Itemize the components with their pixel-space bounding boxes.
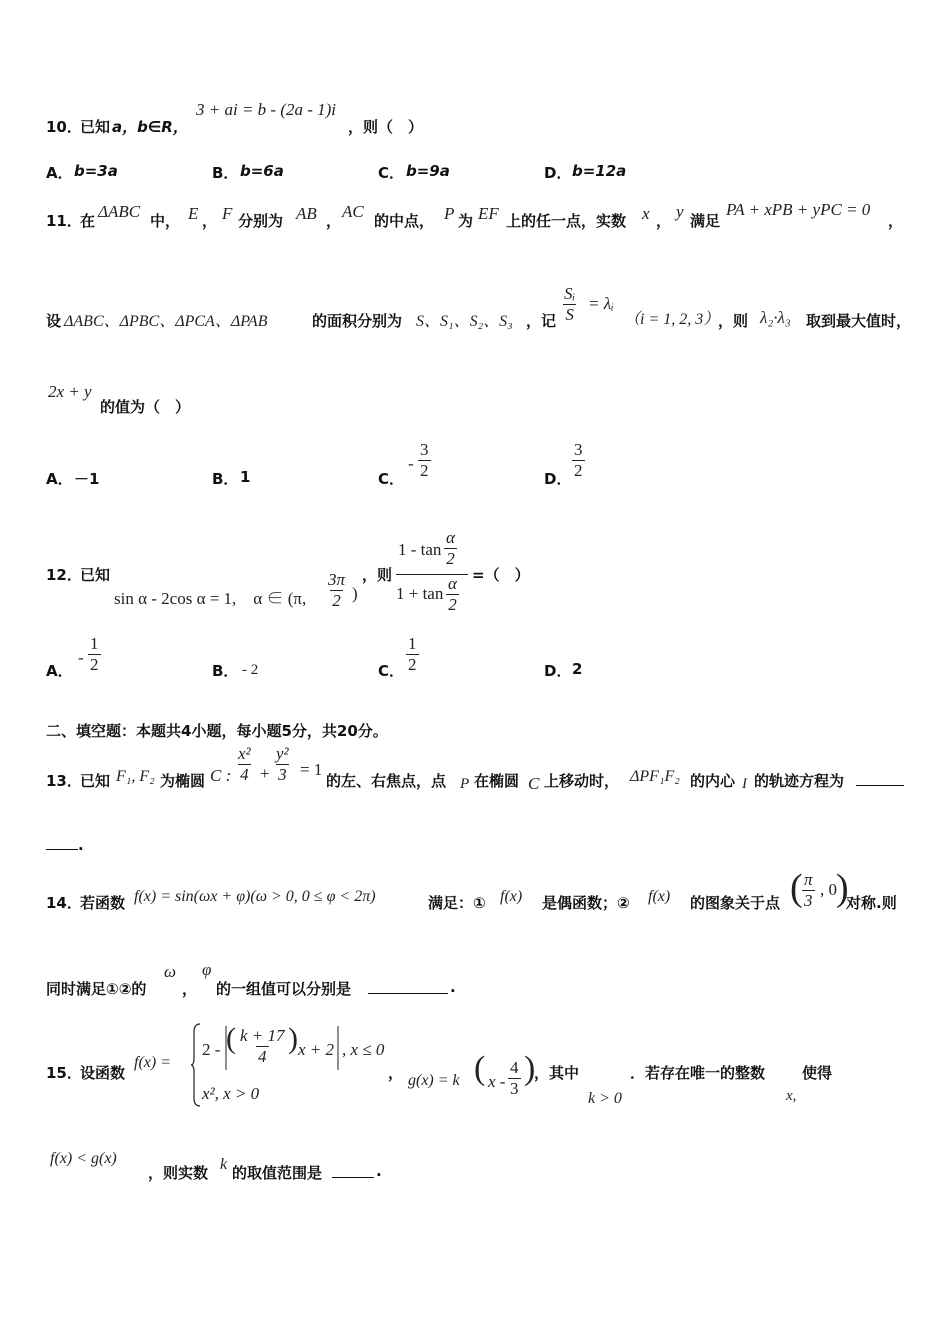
q11-option-c-sign: - [408,454,414,473]
q12-alpha-half-top [444,528,457,568]
q11-number: 11． [46,212,82,230]
q15-inequality: f(x) < g(x) [50,1150,117,1167]
q13-foci: F₁, F₂ [116,768,155,785]
q11-text: 满足 [690,212,721,230]
q13-triangle: ΔPF₁F₂ [630,768,680,785]
q11-option-b: 1 [240,468,251,486]
q13-text: 的轨迹方程为 [754,772,845,790]
q11-option-d-num: 3 [574,440,583,459]
q12-number: 12． [46,566,82,584]
q13-y-fraction [274,744,291,784]
q12-option-c-label: C． [378,662,405,680]
q11-math: ΔABC [98,202,141,221]
q11-text: ， [656,212,672,230]
q12-condition-fraction [326,570,347,610]
q15-x: x, [786,1088,797,1104]
q10-option-d: b=12a [572,162,627,180]
q14-pi: π [804,870,813,889]
q15-k-fraction [238,1026,287,1066]
q10-option-a: b=3a [74,162,118,180]
q15-text: 的取值范围是 [232,1164,323,1182]
q15-fx: f(x) = [134,1054,171,1071]
q13-ellipse-name: C : [210,766,232,785]
q10-equation: 3 + ai = b - (2a - 1)i [196,100,337,119]
q11-areas: S、S₁、S₂、S₃ [416,313,513,330]
q12-condition-den: 2 [332,590,341,610]
q13-end: . [78,836,84,854]
q15-text: 使得 [802,1064,833,1082]
q10-option-a-label: A． [46,164,73,182]
q12-condition: sin α - 2cos α = 1, α ∈ (π, [114,589,307,608]
q11-option-b-label: B． [212,470,239,488]
q12-suffix: =（ ） [472,566,530,584]
q15-g-num: 4 [510,1058,519,1077]
q11-expression: 2x + y [48,382,92,401]
q12-option-a-fraction [88,634,101,674]
q11-text: ，则 [718,312,749,330]
q11-text: ，记 [526,312,557,330]
q11-index-range: （i = 1, 2, 3） [624,311,720,328]
q11-text: 为 [458,212,474,230]
q10-suffix: ，则（ ） [348,118,424,136]
q14-text: 同时满足①②的 [46,980,147,998]
q11-math: y [676,202,684,221]
q15-number: 15． [46,1064,82,1082]
q12-option-a-sign: - [78,648,84,667]
q12-condition-end: ) [352,584,358,603]
q14-answer-blank[interactable] [368,992,448,994]
q15-text: ．若存在唯一的整数 [630,1064,766,1082]
q11-text: 取到最大值时， [806,312,912,330]
q13-ellipse-c: C [528,774,540,793]
q10-option-b: b=6a [240,162,284,180]
q15-g-den: 3 [510,1078,519,1098]
q13-den-4: 4 [240,764,249,784]
q13-y2: y² [276,744,289,763]
q14-function: f(x) = sin(ωx + φ)(ω > 0, 0 ≤ φ < 2π) [134,888,376,905]
q12-option-c-fraction [406,634,419,674]
q12-condition-num: 3π [328,570,346,589]
q10-option-c-label: C． [378,164,405,182]
q14-number: 14． [46,894,82,912]
q13-answer-blank-cont[interactable] [46,848,78,850]
q15-piece1-a: 2 - [202,1040,221,1059]
q10-option-c: b=9a [406,162,450,180]
q14-omega: ω [164,962,177,981]
q11-text: ， [888,212,904,230]
q11-option-d-fraction [572,440,585,480]
q13-text: 的内心 [690,772,736,790]
q15-k-den: 4 [258,1046,267,1066]
q13-text: 在椭圆 [474,772,520,790]
q14-phi: φ [202,960,212,979]
q10-option-b-label: B． [212,164,239,182]
q11-text: ， [326,212,342,230]
q13-x-fraction [236,744,253,784]
q11-ratio-den: S [565,304,574,324]
q11-ratio-num: Sᵢ [564,284,576,303]
q13-den-3: 3 [278,764,287,784]
q11-option-d-den: 2 [574,460,583,480]
q11-math: x [642,204,650,223]
q15-answer-blank[interactable] [332,1176,374,1178]
q15-text: 设函数 [80,1064,126,1082]
q14-text: 的图象关于点 [690,894,781,912]
q15-piece2: x², x > 0 [202,1084,260,1103]
q11-option-d-label: D． [544,470,572,488]
q11-text: 分别为 [238,212,284,230]
q11-math: AB [296,204,317,223]
q14-text: 满足：① [428,894,486,912]
q14-text: 的一组值可以分别是 [216,980,352,998]
q11-lambda: = λᵢ [588,294,614,313]
q12-option-c-den: 2 [408,654,417,674]
q12-alpha-num: α [446,528,455,547]
q12-main-fraction [396,528,470,620]
q11-option-a: －1 [74,470,100,488]
q13-plus: + [260,764,270,783]
q14-point-rest: , 0 [820,880,837,899]
q10-prefix: 已知 [80,118,111,136]
q12-option-a-label: A． [46,662,73,680]
q14-f1: f(x) [500,888,523,905]
section-2-heading: 二、填空题：本题共4小题，每小题5分，共20分。 [46,722,388,740]
q13-text: 为椭圆 [160,772,206,790]
q12-option-a-num: 1 [90,634,99,653]
q14-text: ， [182,980,198,998]
q11-text: 在 [80,212,96,230]
q14-left-paren: ( [790,867,803,909]
q13-equals-one: = 1 [300,760,323,779]
q12-numerator: 1 - tan [398,540,442,559]
q11-option-c-label: C． [378,470,405,488]
q12-option-a-den: 2 [90,654,99,674]
q11-text: 设 [46,312,62,330]
q15-text: ，其中 [534,1064,580,1082]
q15-k: k [220,1156,228,1173]
q13-answer-blank[interactable] [856,784,904,786]
q11-option-c-fraction [418,440,431,480]
q15-k-condition: k > 0 [588,1090,622,1107]
q15-inner-right-paren: ) [288,1022,298,1055]
q13-x2: x² [238,744,251,763]
q12-alpha-num: α [448,574,457,593]
q15-abs-right-bar-icon [336,1024,340,1072]
q14-right-paren: ) [836,867,849,909]
q13-text: 已知 [80,772,111,790]
q15-gx: g(x) = k [408,1072,460,1089]
q12-option-d: 2 [572,660,583,678]
q11-product: λ₂·λ₃ [760,308,791,327]
q14-text: 若函数 [80,894,126,912]
q11-text: 的值为（ ） [100,398,191,416]
q14-text: 是偶函数；② [542,894,630,912]
q12-alpha-half-bottom [446,574,459,614]
q12-alpha-den: 2 [446,548,455,568]
q10-option-d-label: D． [544,164,572,182]
q12-denominator: 1 + tan [396,584,444,603]
q14-point-fraction [802,870,815,910]
q15-text: ， [388,1064,404,1082]
q15-brace-icon [190,1022,202,1108]
q11-text: 的面积分别为 [312,312,403,330]
q15-g-left-paren: ( [474,1050,486,1087]
q11-text: 上的任一点，实数 [506,212,627,230]
q11-condition: PA + xPB + yPC = 0 [726,200,871,219]
q11-text: ， [202,212,218,230]
q15-end: . [376,1162,382,1180]
q15-g-fraction [508,1058,521,1098]
q11-math: E [188,204,199,223]
q11-math: AC [342,202,364,221]
q15-piece1-b: x + 2 [298,1040,335,1059]
q11-option-a-label: A． [46,470,73,488]
q12-option-c-num: 1 [408,634,417,653]
q14-end: . [450,978,456,996]
q14-three: 3 [804,890,813,910]
q12-then: ，则 [362,566,393,584]
q12-option-d-label: D． [544,662,572,680]
q15-g-right-paren: ) [524,1050,536,1087]
q11-option-c-den: 2 [420,460,429,480]
q14-text: 对称.则 [846,894,897,912]
q11-triangles: ΔABC、ΔPBC、ΔPCA、ΔPAB [64,313,268,330]
q15-piece1-c: , x ≤ 0 [342,1040,385,1059]
q11-math: F [222,204,233,223]
q11-math: P [444,204,455,223]
q11-text: 的中点， [374,212,435,230]
q11-math: EF [478,204,499,223]
q10-number: 10． [46,118,82,136]
q12-alpha-den: 2 [448,594,457,614]
q15-g-a: x - [488,1072,506,1091]
q15-k-num: k + 17 [240,1026,285,1045]
q15-text: ，则实数 [148,1164,209,1182]
q13-text: 上移动时， [544,772,620,790]
q13-incenter: I [742,776,747,792]
q13-point-p: P [460,776,470,792]
q12-option-b-label: B． [212,662,239,680]
q13-text: 的左、右焦点，点 [326,772,447,790]
q12-option-b: - 2 [242,662,259,678]
q11-option-c-num: 3 [420,440,429,459]
q11-text: 中， [150,212,181,230]
q15-inner-left-paren: ( [226,1022,236,1055]
q11-ratio-fraction [562,284,577,324]
q10-vars: a，b∈R， [112,118,188,136]
q12-prefix: 已知 [80,566,111,584]
q13-number: 13． [46,772,82,790]
q14-f2: f(x) [648,888,671,905]
